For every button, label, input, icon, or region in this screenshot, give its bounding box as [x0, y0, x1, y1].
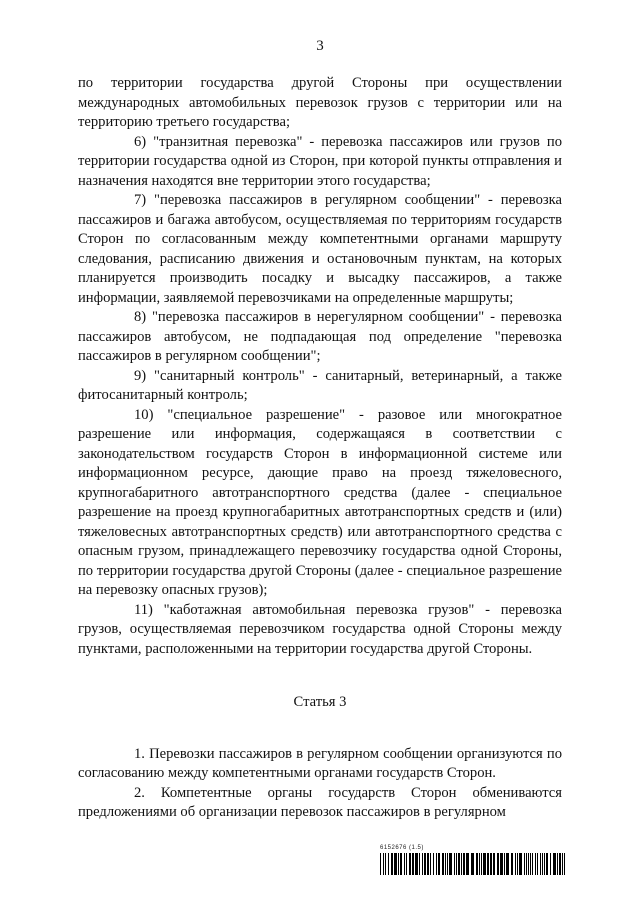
barcode-bar — [461, 853, 462, 875]
barcode-bar — [528, 853, 529, 875]
barcode-bar — [422, 853, 423, 875]
barcode-bar — [490, 853, 492, 875]
barcode-bar — [449, 853, 452, 875]
barcode-bar — [497, 853, 499, 875]
paragraph-item-8: 8) "перевозка пассажиров в нерегулярном сообщении" - перевозка пассажиров автобусом, не подпадающая под определение "перевозка пассажиров в регулярном сообщении"; — [78, 309, 562, 364]
paragraph-item-6: 6) "транзитная перевозка" - перевозка пассажиров или грузов по территории государства одной из Сторон, при которой пункты отправления и назначения находятся вне территории этого государства; — [78, 133, 562, 189]
barcode-bar — [383, 853, 384, 875]
barcode-bar — [442, 853, 444, 875]
barcode-bar — [487, 853, 489, 875]
barcode-bar — [380, 853, 381, 875]
barcode-bar — [537, 853, 538, 875]
barcode-bar — [445, 853, 446, 875]
barcode-bar — [406, 853, 407, 875]
barcode-bar — [493, 853, 495, 875]
barcode-bar — [427, 853, 429, 875]
barcode-bar — [481, 853, 482, 875]
barcode-bar — [500, 853, 503, 875]
barcode-bar — [471, 853, 474, 875]
barcode-bar — [564, 853, 565, 875]
barcode-bar — [544, 853, 545, 875]
barcode-bar — [550, 853, 551, 875]
barcode-bar — [394, 853, 397, 875]
document-body — [78, 74, 562, 823]
article-paragraph-2: 2. Компетентные органы государств Сторон обмениваются предложениями об организации перевозок пассажиров в регулярном — [78, 784, 562, 820]
barcode-bar — [404, 853, 405, 875]
barcode-bar — [557, 853, 558, 875]
barcode-bar — [430, 853, 431, 875]
barcode-bar — [483, 853, 486, 875]
paragraph-item-9: 9) "санитарный контроль" - санитарный, ветеринарный, а также фитосанитарный контроль; — [78, 367, 562, 403]
barcode-bar — [524, 853, 525, 875]
barcode-bar — [476, 853, 478, 875]
barcode-bar — [511, 853, 513, 875]
barcode-bar — [424, 853, 426, 875]
barcode-bar — [535, 853, 536, 875]
barcode-bar — [506, 853, 509, 875]
barcode-bar — [458, 853, 460, 875]
barcode-bar — [398, 853, 399, 875]
barcode-bar — [436, 853, 437, 875]
barcode-bar — [519, 853, 522, 875]
barcode-bar — [546, 853, 548, 875]
barcode-bar — [559, 853, 561, 875]
barcode-bar — [388, 853, 389, 875]
article-paragraph-1: 1. Перевозки пассажиров в регулярном сообщении организуются по согласованию между компетентными органами государств Сторон. — [78, 745, 562, 781]
barcode-bar — [438, 853, 440, 875]
barcode-bar — [419, 853, 420, 875]
barcode-bar — [532, 853, 533, 875]
paragraph-item-10: 10) "специальное разрешение" - разовое или многократное разрешение или информация, содержащаяся в соответствии с законодательством государств Сторон в информационной системе или информационном ресурсе, дающие право на проезд тяжеловесного, крупногабаритного автотранспортного средства (далее - специальное разрешение на проезд крупногабаритных автотранспортных средств и (или) тяжеловесных автотранспортных средств) или автотранспортного средства с опасным грузом, принадлежащего перевозчику государства одной Стороны, по территории государства другой Стороны (далее - специальное разрешение на перевозку опасных грузов); — [78, 406, 562, 598]
paragraph-item-11: 11) "каботажная автомобильная перевозка грузов" - перевозка грузов, осуществляемая перевозчиком государства одной Стороны между пунктами, расположенными на территории государства другой Стороны. — [78, 601, 562, 657]
barcode-bar — [540, 853, 541, 875]
barcode-bar — [542, 853, 543, 875]
barcode-bar — [409, 853, 411, 875]
barcode-bar — [479, 853, 480, 875]
barcode-bar — [447, 853, 448, 875]
barcode-bar — [391, 853, 393, 875]
barcode-bar — [504, 853, 505, 875]
barcode-bar — [530, 853, 531, 875]
page-number: 3 — [316, 38, 324, 54]
barcode-bar — [385, 853, 386, 875]
barcode-bar — [553, 853, 556, 875]
barcode-bar — [433, 853, 434, 875]
barcode-bar — [466, 853, 469, 875]
paragraph-item-7: 7) "перевозка пассажиров в регулярном сообщении" - перевозка пассажиров и багажа автобусом, осуществляемая по территориям государств Сторон по согласованным между компетентными органами маршруту следования, расписанию движения и остановочным пунктам, на которых планируется производить посадку и высадку пассажиров, а также информации, заявляемой перевозчиками на определенные маршруты; — [78, 192, 562, 306]
barcode-bar — [515, 853, 516, 875]
barcode-bar — [463, 853, 465, 875]
barcode-bar — [456, 853, 457, 875]
barcode-bar — [412, 853, 414, 875]
document-code: 6152676 (1.5) — [380, 845, 424, 851]
article-heading: Статья 3 — [293, 694, 347, 710]
barcode-icon — [380, 853, 565, 875]
barcode-bar — [517, 853, 518, 875]
barcode-bar — [562, 853, 563, 875]
barcode-bar — [454, 853, 455, 875]
paragraph-continuation: по территории государства другой Стороны при осуществлении международных автомобильных перевозок грузов с территории или на территорию третьего государства; — [78, 75, 562, 130]
barcode-bar — [400, 853, 402, 875]
barcode-bar — [526, 853, 527, 875]
barcode-bar — [415, 853, 418, 875]
